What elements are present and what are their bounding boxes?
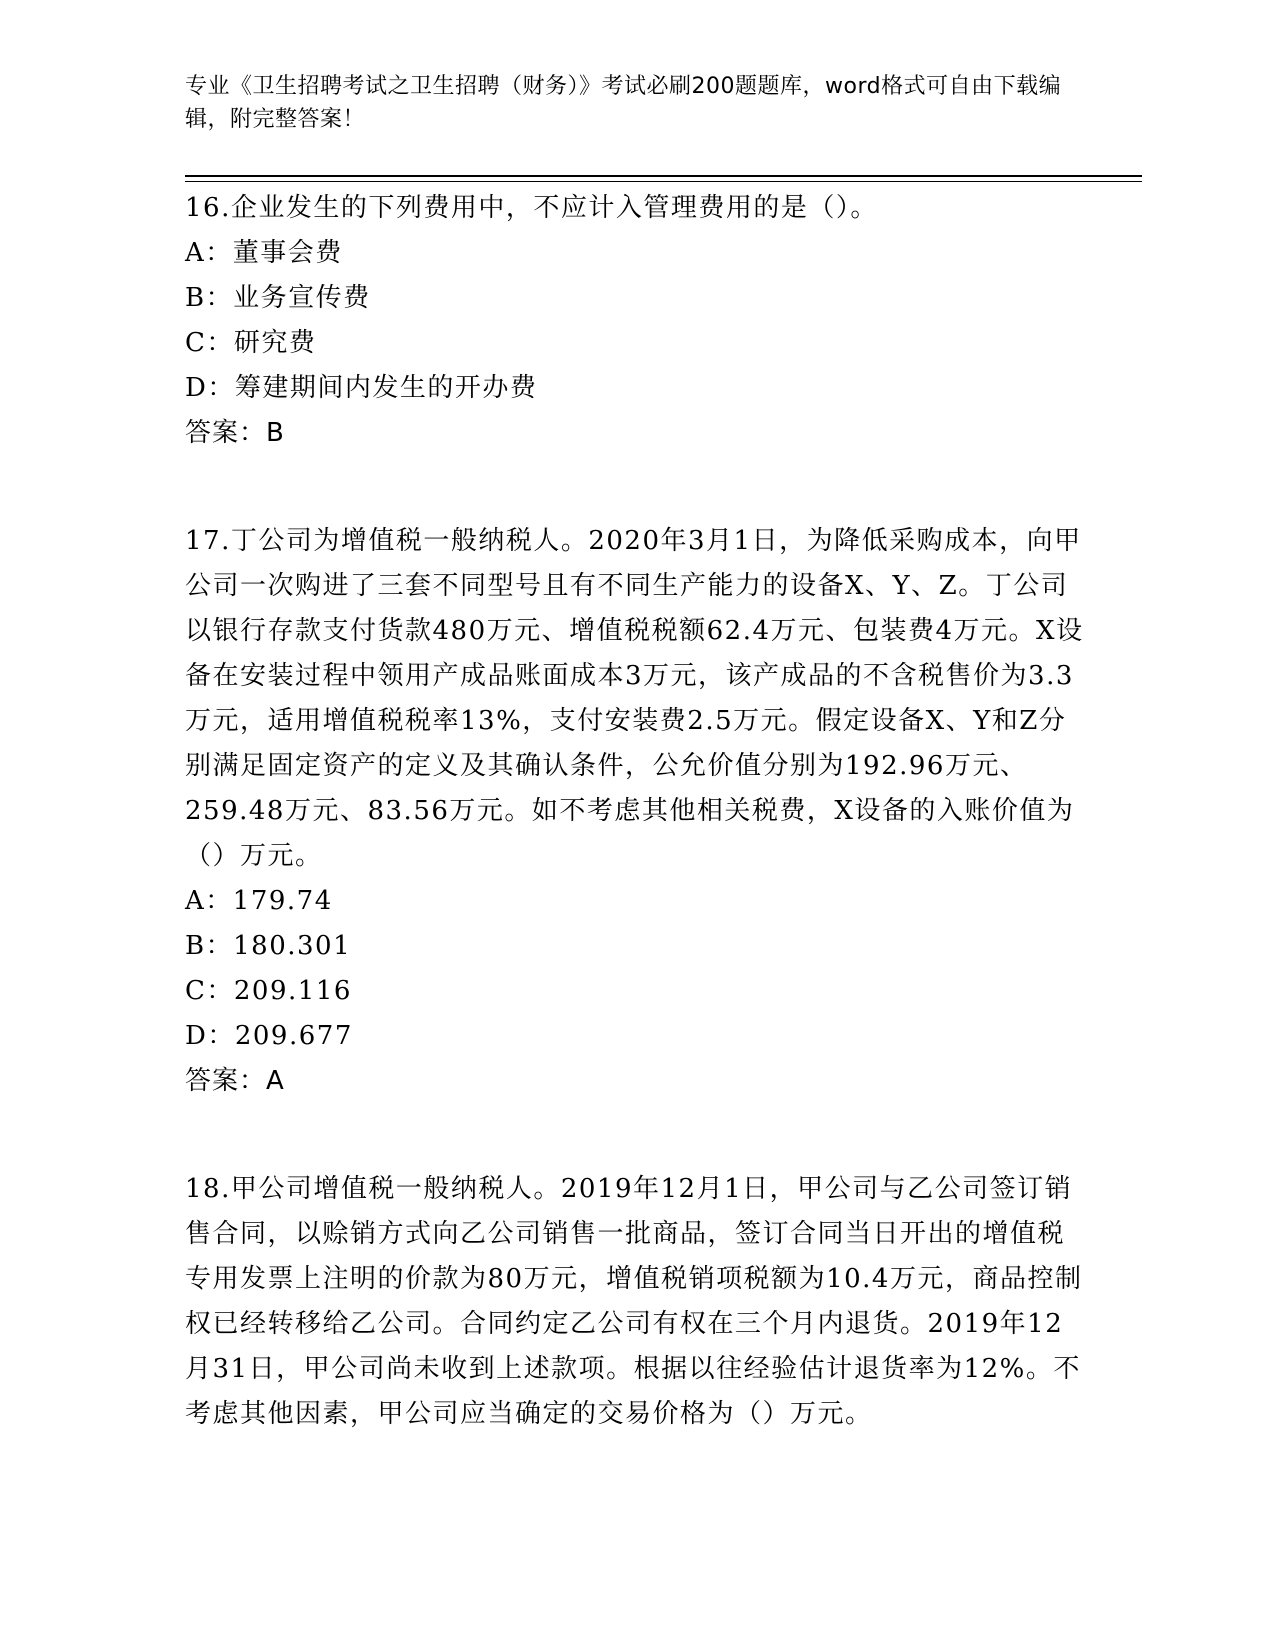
question-stem: 18.甲公司增值税一般纳税人。2019年12月1日，甲公司与乙公司签订销售合同，以赊销方式向乙公司销售一批商品，签订合同当日开出的增值税专用发票上注明的价款为80万元，增值税销项税额为10.4万元，商品控制权已经转移给乙公司。合同约定乙公司有权在三个月内退货。2019年12月31日，甲公司尚未收到上述款项。根据以往经验估计退货率为12%。不考虑其他因素，甲公司应当确定的交易价格为（）万元。 [185, 1174, 1083, 1429]
spacer [185, 456, 1085, 519]
header-divider-thick [185, 175, 1142, 177]
spacer [185, 1104, 1085, 1167]
question-18 [185, 1167, 1085, 1437]
document-header: 专业《卫生招聘考试之卫生招聘（财务）》考试必刷200题题库，word格式可自由下载编辑，附完整答案！ [185, 74, 1062, 132]
option-d: D：209.677 [185, 1021, 353, 1051]
option-a: A：董事会费 [185, 238, 343, 268]
question-list [185, 186, 1085, 1437]
question-stem: 16.企业发生的下列费用中，不应计入管理费用的是（）。 [185, 193, 878, 223]
question-stem: 17.丁公司为增值税一般纳税人。2020年3月1日，为降低采购成本，向甲公司一次购进了三套不同型号且有不同生产能力的设备X、Y、Z。丁公司以银行存款支付货款480万元、增值税税额62.4万元、包装费4万元。X设备在安装过程中领用产成品账面成本3万元，该产成品的不含税售价为3.3万元，适用增值税税率13%，支付安装费2.5万元。假定设备X、Y和Z分别满足固定资产的定义及其确认条件，公允价值分别为192.96万元、259.48万元、83.56万元。如不考虑其他相关税费，X设备的入账价值为（）万元。 [185, 526, 1084, 871]
question-17 [185, 519, 1085, 1104]
option-d: D：筹建期间内发生的开办费 [185, 373, 538, 403]
header-divider-thin [185, 181, 1142, 182]
option-a: A：179.74 [185, 886, 333, 916]
option-b: B：180.301 [185, 931, 352, 961]
option-c: C：209.116 [185, 976, 352, 1006]
option-b: B：业务宣传费 [185, 283, 371, 313]
answer: 答案：A [185, 1066, 285, 1096]
option-c: C：研究费 [185, 328, 317, 358]
answer: 答案：B [185, 418, 285, 448]
question-16 [185, 186, 1085, 456]
